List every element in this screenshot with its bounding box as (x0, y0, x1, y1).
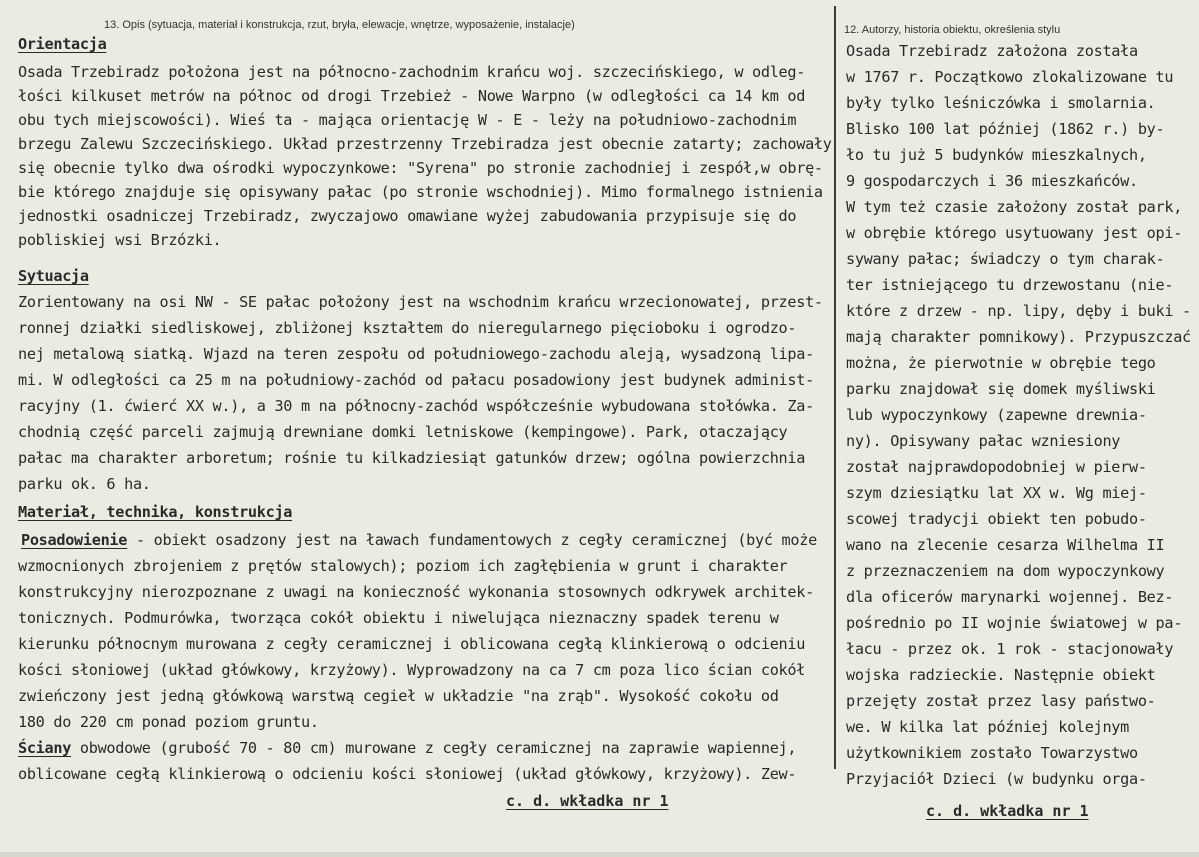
history-text-line: w 1767 r. Początkowo zlokalizowane tu (846, 68, 1174, 86)
page-bottom-edge (0, 852, 1199, 857)
term-sciany: Ściany (18, 739, 72, 757)
text-line: łości kilkuset metrów na północ od drogi Trzebież - Nowe Warpno (w odległości ca 14 km od (18, 87, 806, 105)
history-text-line: szym dziesiątku lat XX w. Wg miej- (846, 484, 1147, 502)
history-text-line: ny). Opisywany pałac wzniesiony (846, 432, 1121, 450)
history-text-line: scowej tradycji obiekt ten pobudo- (846, 510, 1147, 528)
field-13-header: 13. Opis (sytuacja, materiał i konstrukcja, rzut, bryła, elewacje, wnętrze, wyposażenie, instalacje) (104, 19, 575, 31)
text-line: tonicznych. Podmurówka, tworząca cokół obiektu i niwelująca nieznaczny spadek terenu w (18, 609, 779, 627)
history-text-line: były tylko leśniczówka i smolarnia. (846, 94, 1156, 112)
text-line: 180 do 220 cm ponad poziom gruntu. (18, 713, 319, 731)
history-text-line: z przeznaczeniem na dom wypoczynkowy (846, 562, 1165, 580)
continuation-note-left: c. d. wkładka nr 1 (506, 792, 669, 810)
text-line: kości słoniowej (układ główkowy, krzyżowy). Wyprowadzony na ca 7 cm poza lico ścian cokół (18, 661, 806, 679)
history-text-line: Przyjaciół Dzieci (w budynku orga- (846, 770, 1147, 788)
text-fragment: - obiekt osadzony jest na ławach fundamentowych z cegły ceramicznej (być może (127, 531, 817, 549)
history-text-line: Blisko 100 lat później (1862 r.) by- (846, 120, 1165, 138)
history-text-line: w obrębie którego usytuowany jest opi- (846, 224, 1183, 242)
text-line: chodnią część parceli zajmują drewniane domki letniskowe (kempingowe). Park, otaczający (18, 423, 788, 441)
text-line: oblicowane cegłą klinkierową o odcieniu kości słoniowej (układ główkowy, krzyżowy). Zew- (18, 765, 797, 783)
history-text-line: lub wypoczynkowy (zapewne drewnia- (846, 406, 1147, 424)
history-text-line: które z drzew - np. lipy, dęby i buki - (846, 302, 1191, 320)
field-12-header: 12. Autorzy, historia obiektu, określenia stylu (844, 24, 1061, 36)
text-line: pałac ma charakter arboretum; rośnie tu kilkadziesiąt gatunków drzew; ogólna powierzchnia (18, 449, 806, 467)
history-text-line: pośrednio po II wojnie światowej w pa- (846, 614, 1183, 632)
term-posadowienie: Posadowienie (21, 531, 128, 549)
text-line: pobliskiej wsi Brzózki. (18, 231, 222, 249)
posadowienie-first-line (21, 530, 817, 550)
history-column (838, 0, 1199, 857)
history-text-line: wano na zlecenie cesarza Wilhelma II (846, 536, 1165, 554)
text-line: racyjny (1. ćwierć XX w.), a 30 m na północny-zachód współcześnie wybudowana stołówka. Za- (18, 397, 814, 415)
text-line: bie którego znajduje się opisywany pałac (po stronie wschodniej). Mimo formalnego istnienia (18, 183, 823, 201)
text-line: mi. W odległości ca 25 m na południowy-zachód od pałacu posadowiony jest budynek administ- (18, 371, 814, 389)
history-text-line: ło tu już 5 budynków mieszkalnych, (846, 146, 1147, 164)
text-line: parku ok. 6 ha. (18, 475, 151, 493)
column-divider (834, 6, 836, 769)
heading-sytuacja: Sytuacja (18, 267, 89, 285)
text-line: Osada Trzebiradz położona jest na północno-zachodnim krańcu woj. szczecińskiego, w odleg- (18, 63, 806, 81)
history-text-line: sywany pałac; świadczy o tym charak- (846, 250, 1165, 268)
text-line: kierunku północnym murowana z cegły ceramicznej i oblicowana cegłą klinkierową o odcieniu (18, 635, 806, 653)
sciany-first-line (18, 738, 796, 758)
continuation-note-right: c. d. wkładka nr 1 (926, 802, 1089, 820)
history-text-line: Osada Trzebiradz założona została (846, 42, 1138, 60)
text-line: wzmocnionych zbrojeniem z prętów stalowych); poziom ich zagłębienia w grunt i charakter (18, 557, 788, 575)
text-line: się obecnie tylko dwa ośrodki wypoczynkowe: "Syrena" po stronie zachodniej i zespół,w obrę- (18, 159, 823, 177)
history-text-line: przejęty został przez lasy państwo- (846, 692, 1156, 710)
text-line: konstrukcyjny nierozpoznane z uwagi na konieczność wykonania stosownych odkrywek architek- (18, 583, 814, 601)
history-text-line: mają charakter pomnikowy). Przypuszczać (846, 328, 1191, 346)
text-line: ronnej działki siedliskowej, zbliżonej kształtem do nieregularnego pięcioboku i ogrodzo- (18, 319, 797, 337)
text-fragment: obwodowe (grubość 70 - 80 cm) murowane z cegły ceramicznej na zaprawie wapiennej, (71, 739, 797, 757)
text-line: obu tych miejscowości). Wieś ta - mająca orientację W - E - leży na południowo-zachodnim (18, 111, 797, 129)
text-line: zwieńczony jest jedną główkową warstwą cegieł w układzie "na zrąb". Wysokość cokołu od (18, 687, 779, 705)
history-text-line: ter istniejącego tu drzewostanu (nie- (846, 276, 1174, 294)
history-text-line: 9 gospodarczych i 36 mieszkańców. (846, 172, 1138, 190)
text-line: jednostki osadniczej Trzebiradz, zwyczajowo omawiane wyżej zabudowania przypisuje się do (18, 207, 797, 225)
history-text-line: W tym też czasie założony został park, (846, 198, 1183, 216)
text-line: Zorientowany na osi NW - SE pałac położony jest na wschodnim krańcu wrzecionowatej, przest- (18, 293, 823, 311)
history-text-line: można, że pierwotnie w obrębie tego (846, 354, 1156, 372)
text-line: nej metalową siatką. Wjazd na teren zespołu od południowego-zachodu aleją, wysadzoną lipa- (18, 345, 814, 363)
heading-material: Materiał, technika, konstrukcja (18, 503, 293, 521)
history-text-line: użytkownikiem zostało Towarzystwo (846, 744, 1138, 762)
history-text-line: wojska radzieckie. Następnie obiekt (846, 666, 1156, 684)
history-text-line: łacu - przez ok. 1 rok - stacjonowały (846, 640, 1174, 658)
history-text-line: we. W kilka lat później kolejnym (846, 718, 1129, 736)
history-text-line: parku znajdował się domek myśliwski (846, 380, 1156, 398)
heading-orientacja: Orientacja (18, 35, 107, 53)
history-text-line: dla oficerów marynarki wojennej. Bez- (846, 588, 1174, 606)
text-line: brzegu Zalewu Szczecińskiego. Układ przestrzenny Trzebiradza jest obecnie zatarty; zachowały (18, 135, 832, 153)
history-text-line: został najprawdopodobniej w pierw- (846, 458, 1147, 476)
